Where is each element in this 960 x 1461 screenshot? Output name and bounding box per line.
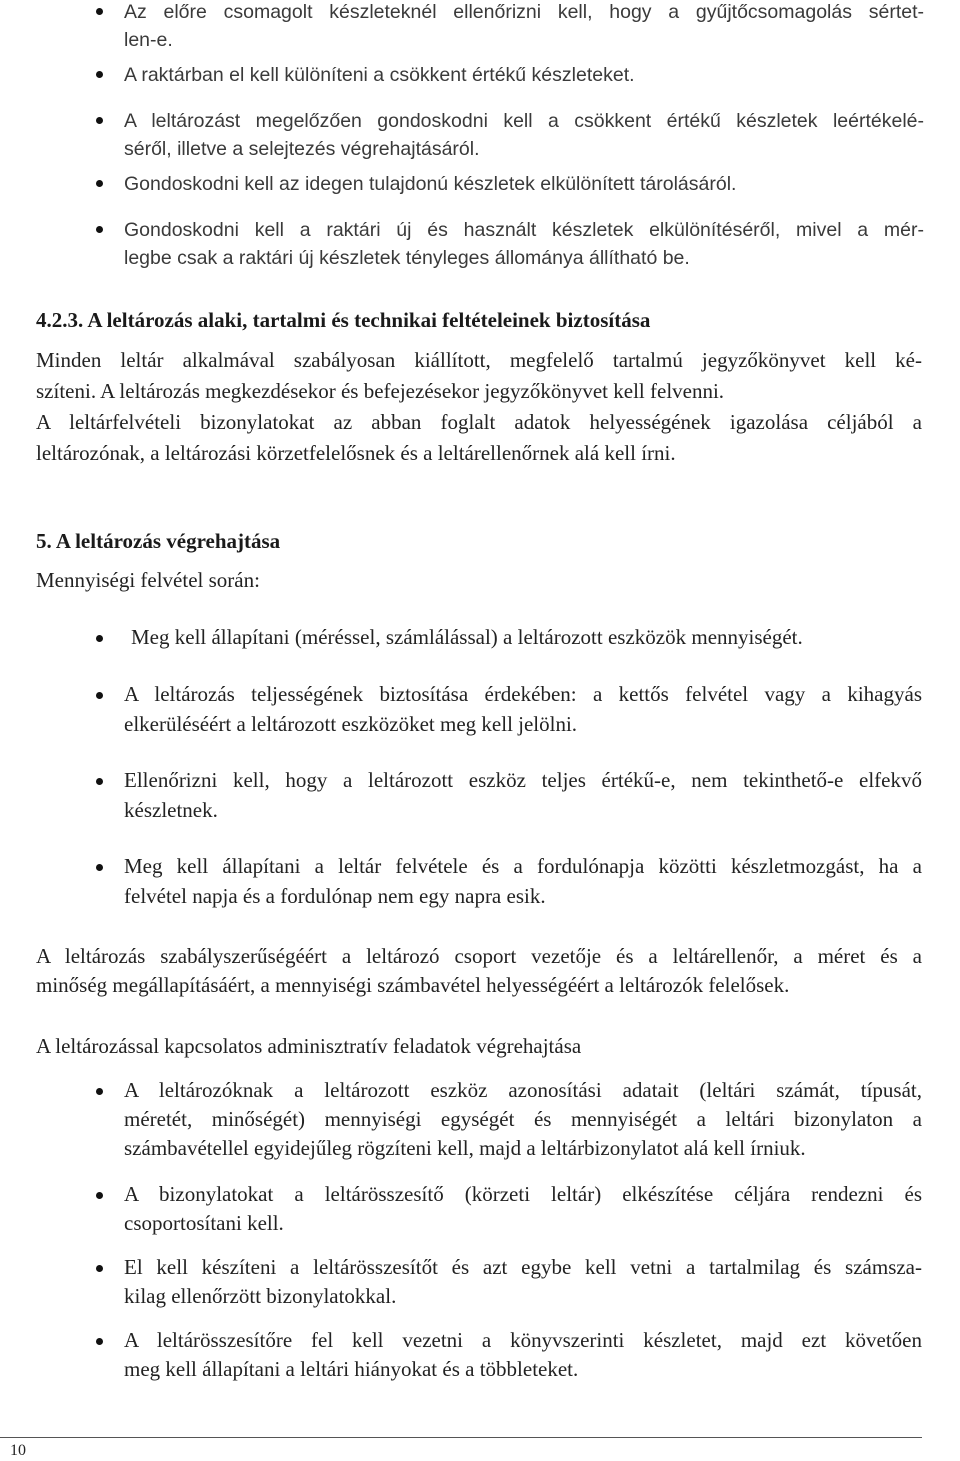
bullet-dot bbox=[96, 226, 103, 233]
list-item-line: len-e. bbox=[124, 29, 173, 51]
list-item-line: A leltározóknak a leltározott eszköz azonosítási adatait (leltári számát, típusát, bbox=[124, 1078, 922, 1102]
list-item-line: számbavétellel egyidejűleg rögzíteni kell, majd a leltárbizonylatot alá kell írniuk. bbox=[124, 1136, 806, 1160]
paragraph-line: szíteni. A leltározás megkezdésekor és befejezésekor jegyzőkönyvet kell felvenni. bbox=[36, 379, 725, 403]
list-item-line: A leltározás teljességének biztosítása érdekében: a kettős felvétel vagy a kihagyás bbox=[124, 682, 922, 706]
bullet-dot bbox=[96, 8, 103, 15]
bullet-dot bbox=[96, 1088, 103, 1095]
list-item-line: kilag ellenőrzött bizonylatokkal. bbox=[124, 1284, 397, 1308]
bullet-dot bbox=[96, 1192, 103, 1199]
bullet-dot bbox=[96, 180, 103, 187]
list-item-line: elkerüléséért a leltározott eszközöket meg kell jelölni. bbox=[124, 712, 578, 736]
section-intro: Mennyiségi felvétel során: bbox=[36, 568, 260, 592]
list-item-line: készletnek. bbox=[124, 798, 218, 822]
bullet-dot bbox=[96, 635, 103, 642]
page-number: 10 bbox=[10, 1442, 26, 1459]
list-item-line: legbe csak a raktári új készletek tényleges állománya állítható be. bbox=[124, 247, 690, 269]
section-heading: 5. A leltározás végrehajtása bbox=[36, 529, 281, 553]
list-item-line: El kell készíteni a leltárösszesítőt és azt egybe kell vetni a tartalmilag és számsza- bbox=[124, 1255, 922, 1279]
paragraph-line: A leltározás szabályszerűségéért a leltározó csoport vezetője és a leltárellenőr, a méret és a bbox=[36, 944, 922, 968]
bullet-dot bbox=[96, 1265, 103, 1272]
list-item-line: meg kell állapítani a leltári hiányokat és a többleteket. bbox=[124, 1357, 579, 1381]
paragraph-line: Minden leltár alkalmával szabályosan kiállított, megfelelő tartalmú jegyzőkönyvet kell ké- bbox=[36, 348, 922, 372]
subsection-title: A leltározással kapcsolatos adminisztratív feladatok végrehajtása bbox=[36, 1034, 582, 1058]
list-item-line: Meg kell állapítani a leltár felvétele és a fordulónapja közötti készletmozgást, ha a bbox=[124, 854, 922, 878]
list-item-line: Meg kell állapítani (méréssel, számlálással) a leltározott eszközök mennyiségét. bbox=[131, 625, 803, 649]
list-item-line: Ellenőrizni kell, hogy a leltározott eszköz teljes értékű-e, nem tekinthető-e elfekvő bbox=[124, 768, 922, 792]
bullet-dot bbox=[96, 692, 103, 699]
bullet-dot bbox=[96, 1338, 103, 1345]
bullet-dot bbox=[96, 117, 103, 124]
paragraph-line: minőség megállapításáért, a mennyiségi számbavétel helyességéért a leltározók felelősek. bbox=[36, 973, 790, 997]
footer-rule bbox=[0, 1437, 922, 1438]
section-heading: 4.2.3. A leltározás alaki, tartalmi és technikai feltételeinek biztosítása bbox=[36, 308, 651, 332]
list-item-line: A raktárban el kell különíteni a csökkent értékű készleteket. bbox=[124, 64, 635, 86]
paragraph-line: A leltárfelvételi bizonylatokat az abban foglalt adatok helyességének igazolása céljából a bbox=[36, 410, 922, 434]
list-item-line: A bizonylatokat a leltárösszesítő (körzeti leltár) elkészítése céljára rendezni és bbox=[124, 1182, 922, 1206]
bullet-dot bbox=[96, 778, 103, 785]
list-item-line: csoportosítani kell. bbox=[124, 1211, 284, 1235]
list-item-line: séről, illetve a selejtezés végrehajtásáról. bbox=[124, 138, 480, 160]
bullet-dot bbox=[96, 71, 103, 78]
list-item-line: Gondoskodni kell a raktári új és használt készletek elkülönítéséről, mivel a mér- bbox=[124, 219, 924, 241]
list-item-line: Az előre csomagolt készleteknél ellenőrizni kell, hogy a gyűjtőcsomagolás sértet- bbox=[124, 1, 924, 23]
list-item-line: A leltárösszesítőre fel kell vezetni a könyvszerinti készletet, majd ezt követően bbox=[124, 1328, 922, 1352]
list-item-line: felvétel napja és a fordulónap nem egy napra esik. bbox=[124, 884, 546, 908]
bullet-dot bbox=[96, 864, 103, 871]
list-item-line: méretét, minőségét) mennyiségi egységét és mennyiségét a leltári bizonylaton a bbox=[124, 1107, 922, 1131]
list-item-line: A leltározást megelőzően gondoskodni kell a csökkent értékű készletek leértékelé- bbox=[124, 110, 924, 132]
paragraph-line: leltározónak, a leltározási körzetfelelősnek és a leltárellenőrnek alá kell írni. bbox=[36, 441, 676, 465]
list-item-line: Gondoskodni kell az idegen tulajdonú készletek elkülönített tárolásáról. bbox=[124, 173, 737, 195]
